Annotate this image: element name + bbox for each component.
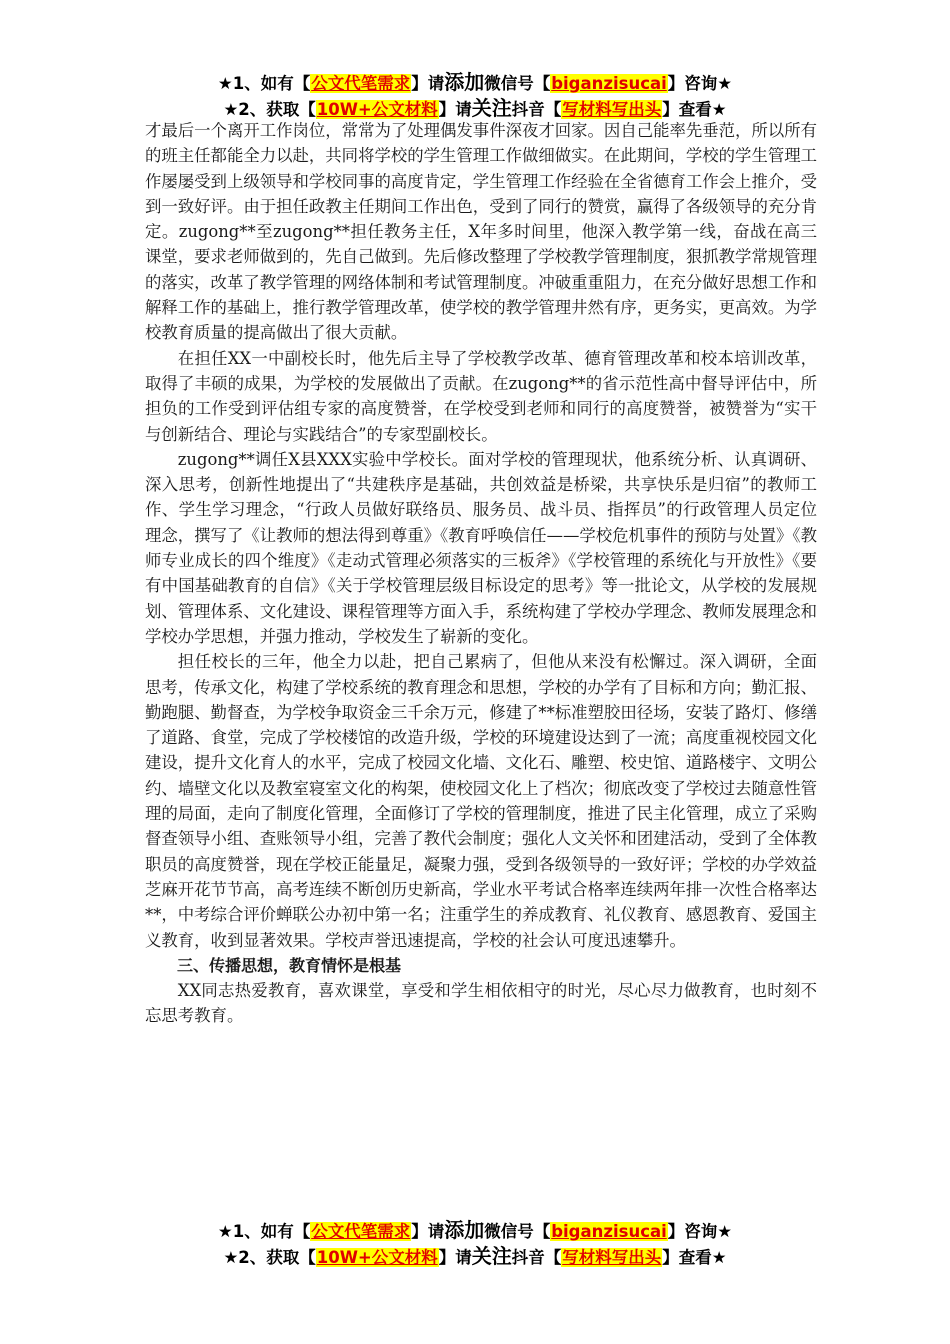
promo-emphasis: 添加 bbox=[444, 1218, 485, 1242]
paragraph: 才最后一个离开工作岗位，常常为了处理偶发事件深夜才回家。因自己能率先垂范，所以所有的班主任都能全力以赴，共同将学校的学生管理工作做细做实。在此期间，学校的学生管理工作屡屡受到上级领导和学校同事的高度肯定，学生管理工作经验在全省德育工作会上推介，受到一致好评。由于担任政教主任期间工作出色，受到了同行的赞赏，赢得了各级领导的充分肯定。zugong**至zugong**担任教务主任，X年多时间里，他深入教学第一线，奋战在高三课堂，要求老师做到的，先自己做到。先后修改整理了学校教学管理制度，狠抓教学常规管理的落实，改革了教学管理的网络体制和考试管理制度。冲破重重阻力，在充分做好思想工作和解释工作的基础上，推行教学管理改革，使学校的教学管理井然有序，更务实，更高效。为学校教育质量的提高做出了很大贡献。 bbox=[145, 121, 818, 343]
promo-text: 2、获取【 bbox=[238, 1248, 316, 1267]
highlight-materials: 10W+公文材料 bbox=[316, 100, 438, 119]
promo-text: 抖音【 bbox=[511, 100, 562, 119]
star-icon: ★ bbox=[223, 1248, 239, 1267]
highlight-service: 公文代笔需求 bbox=[311, 1222, 411, 1241]
promo-text: 】请 bbox=[438, 1248, 472, 1267]
wechat-id-link[interactable]: biganzisucai bbox=[551, 1222, 667, 1241]
star-icon: ★ bbox=[217, 1222, 233, 1241]
promo-text: 】查看★ bbox=[662, 100, 727, 119]
paragraph: zugong**调任X县XXX实验中学校长。面对学校的管理现状，他系统分析、认真调研、深入思考，创新性地提出了“共建秩序是基础，共创效益是桥梁，共享快乐是归宿”的教师工作、学生学习理念，“行政人员做好联络员、服务员、战斗员、指挥员”的行政管理人员定位理念，撰写了《让教师的想法得到尊重》《教育呼唤信任——学校危机事件的预防与处置》《教师专业成长的四个维度》《走动式管理必须落实的三板斧》《学校管理的系统化与开放性》《要有中国基础教育的自信》《关于学校管理层级目标设定的思考》等一批论文，从学校的发展规划、管理体系、文化建设、课程管理等方面入手，系统构建了学校办学理念、教师发展理念和学校办学思想，并强力推动，学校发生了崭新的变化。 bbox=[145, 449, 818, 646]
promo-emphasis: 添加 bbox=[444, 70, 485, 94]
promo-line-2 bbox=[0, 1244, 950, 1270]
wechat-id-link[interactable]: biganzisucai bbox=[551, 74, 667, 93]
promo-text: 】咨询★ bbox=[667, 74, 733, 93]
promo-text: 】请 bbox=[411, 1222, 445, 1241]
promo-text: 】请 bbox=[411, 74, 445, 93]
promo-text: 微信号【 bbox=[484, 1222, 551, 1241]
footer-promo-banner bbox=[0, 1218, 950, 1270]
promo-text: 抖音【 bbox=[511, 1248, 562, 1267]
paragraph: 担任校长的三年，他全力以赴，把自己累病了，但他从来没有松懈过。深入调研，全面思考，传承文化，构建了学校系统的教育理念和思想，学校的办学有了目标和方向；勤汇报、勤跑腿、勤督查，为学校争取资金三千余万元，修建了**标准塑胶田径场，安装了路灯、修缮了道路、食堂，完成了学校楼馆的改造升级，学校的环境建设达到了一流；高度重视校园文化建设，提升文化育人的水平，完成了校园文化墙、文化石、雕塑、校史馆、道路楼宇、文明公约、墙壁文化以及教室寝室文化的构架，使校园文化上了档次；彻底改变了学校过去随意性管理的局面，走向了制度化管理，全面修订了学校的管理制度，推进了民主化管理，成立了采购督查领导小组、查账领导小组，完善了教代会制度；强化人文关怀和团建活动，受到了全体教职员的高度赞誉，现在学校正能量足，凝聚力强，受到各级领导的一致好评；学校的办学效益芝麻开花节节高，高考连续不断创历史新高，学业水平考试合格率连续两年排一次性合格率达**，中考综合评价蝉联公办初中第一名；注重学生的养成教育、礼仪教育、感恩教育、爱国主义教育，收到显著效果。学校声誉迅速提高，学校的社会认可度迅速攀升。 bbox=[145, 652, 818, 950]
star-icon: ★ bbox=[217, 74, 233, 93]
header-promo-banner bbox=[0, 70, 950, 122]
promo-line-1 bbox=[0, 1218, 950, 1244]
highlight-service: 公文代笔需求 bbox=[311, 74, 411, 93]
promo-text: 1、如有【 bbox=[232, 74, 311, 93]
promo-text: 2、获取【 bbox=[238, 100, 316, 119]
promo-text: 微信号【 bbox=[484, 74, 551, 93]
highlight-materials: 10W+公文材料 bbox=[316, 1248, 438, 1267]
promo-text: 】咨询★ bbox=[667, 1222, 733, 1241]
paragraph: XX同志热爱教育，喜欢课堂，享受和学生相依相守的时光，尽心尽力做教育，也时刻不忘思考教育。 bbox=[145, 981, 817, 1026]
promo-emphasis: 关注 bbox=[471, 1244, 512, 1268]
promo-emphasis: 关注 bbox=[471, 96, 512, 120]
promo-line-1 bbox=[0, 70, 950, 96]
document-body bbox=[145, 118, 817, 1029]
douyin-account-link[interactable]: 写材料写出头 bbox=[562, 100, 662, 119]
douyin-account-link[interactable]: 写材料写出头 bbox=[562, 1248, 662, 1267]
star-icon: ★ bbox=[223, 100, 239, 119]
promo-text: 1、如有【 bbox=[232, 1222, 311, 1241]
promo-text: 】查看★ bbox=[662, 1248, 727, 1267]
paragraph: 在担任XX一中副校长时，他先后主导了学校教学改革、德育管理改革和校本培训改革，取得了丰硕的成果，为学校的发展做出了贡献。在zugong**的省示范性高中督导评估中，所担负的工作受到评估组专家的高度赞誉，在学校受到老师和同行的高度赞誉，被赞誉为“实干与创新结合、理论与实践结合”的专家型副校长。 bbox=[145, 348, 817, 444]
promo-text: 】请 bbox=[438, 100, 472, 119]
section-heading: 三、传播思想，教育情怀是根基 bbox=[177, 955, 402, 975]
